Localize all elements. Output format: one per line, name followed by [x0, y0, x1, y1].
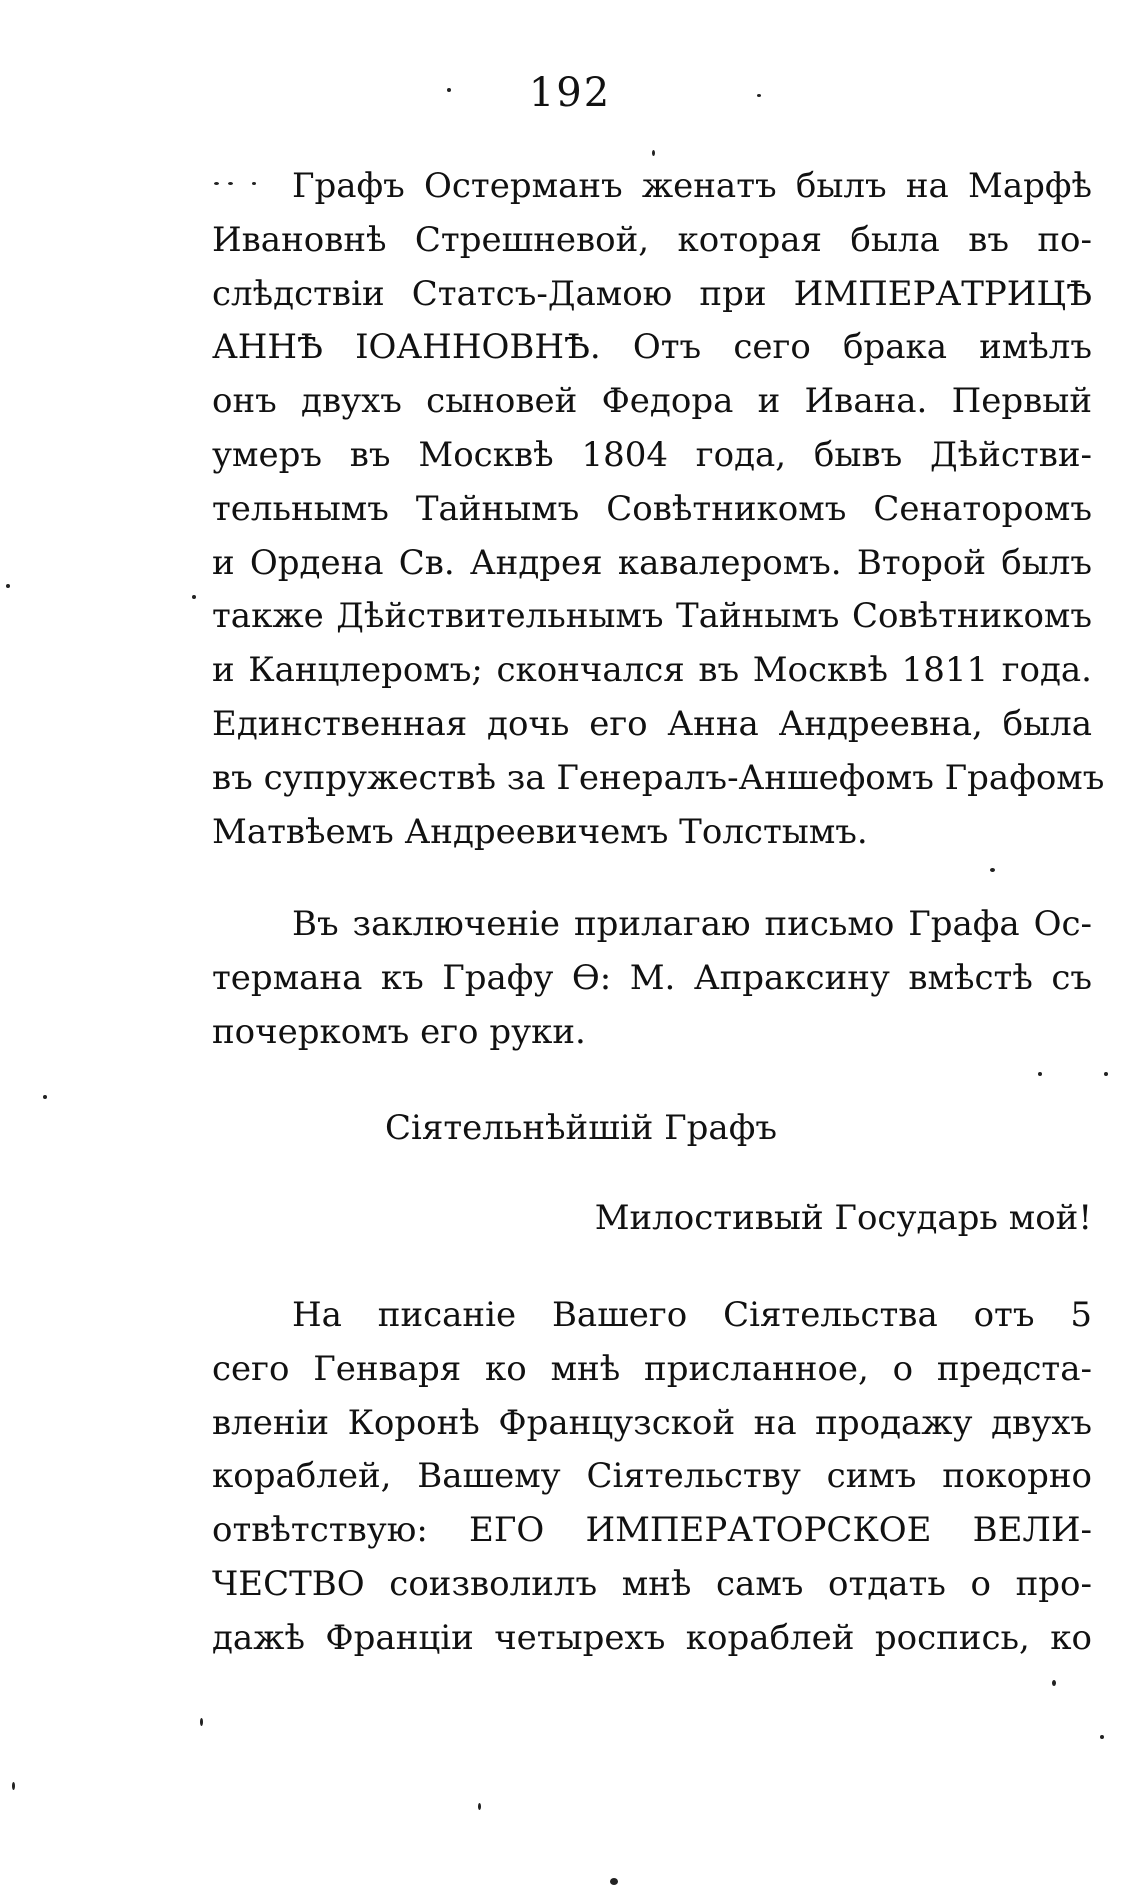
text-line: Единственная дочь его Анна Андреевна, была — [212, 703, 1092, 744]
speck — [1104, 1072, 1108, 1076]
speck — [990, 868, 995, 872]
paragraph-osterman-family — [212, 160, 1105, 859]
text-line: тельнымъ Тайнымъ Совѣтникомъ Сенаторомъ — [212, 488, 1092, 529]
text-line: На писаніе Вашего Сіятельства отъ 5 — [292, 1295, 1092, 1335]
text-line: онъ двухъ сыновей Федора и Ивана. Первый — [212, 381, 1092, 422]
text-line: термана къ Графу Ѳ: М. Апраксину вмѣстѣ съ — [212, 957, 1092, 998]
paragraph-letter-intro — [212, 898, 1092, 1059]
speck — [447, 88, 451, 92]
text-line: Матвѣемъ Андреевичемъ Толстымъ. — [212, 811, 868, 852]
text-line: почеркомъ его руки. — [212, 1011, 586, 1052]
text-line: АННѢ ІОАННОВНѢ. Отъ сего брака имѣлъ — [212, 327, 1092, 368]
speck — [200, 1718, 203, 1726]
text-line: Въ заключеніе прилагаю письмо Графа Ос- — [292, 904, 1092, 944]
speck — [214, 182, 219, 185]
speck — [1052, 1680, 1056, 1686]
speck — [1038, 1072, 1042, 1076]
text-line: вленіи Коронѣ Французской на продажу двухъ — [212, 1402, 1092, 1443]
speck — [228, 182, 233, 185]
page-number: 192 — [528, 70, 612, 116]
text-line: дажѣ Франціи четырехъ кораблей роспись, ко — [212, 1617, 1092, 1658]
text-line: въ супружествѣ за Генералъ-Аншефомъ Графомъ — [212, 757, 1105, 798]
text-line: ЧЕСТВО соизволилъ мнѣ самъ отдать о про- — [212, 1563, 1092, 1604]
text-line: Графъ Остерманъ женатъ былъ на Марфѣ — [292, 166, 1092, 206]
speck — [652, 150, 655, 156]
speck — [757, 94, 761, 97]
text-line: слѣдствіи Статсъ-Дамою при ИМПЕРАТРИЦѢ — [212, 273, 1092, 314]
text-line: умеръ въ Москвѣ 1804 года, бывъ Дѣйстви- — [212, 434, 1092, 475]
speck — [6, 584, 10, 588]
speck — [43, 1095, 47, 1099]
speck — [12, 1782, 15, 1790]
speck — [252, 182, 256, 185]
text-line: и Ордена Св. Андрея кавалеромъ. Второй былъ — [212, 542, 1092, 583]
text-line: отвѣтствую: ЕГО ИМПЕРАТОРСКОЕ ВЕЛИ- — [212, 1510, 1092, 1551]
speck — [478, 1803, 481, 1810]
text-line: кораблей, Вашему Сіятельству симъ покорно — [212, 1456, 1092, 1497]
letter-salutation: Сіятельнѣйшій Графъ — [385, 1108, 777, 1148]
text-line: сего Генваря ко мнѣ присланное, о предста- — [212, 1348, 1092, 1389]
text-line: также Дѣйствительнымъ Тайнымъ Совѣтникомъ — [212, 596, 1092, 637]
speck — [1100, 1735, 1104, 1739]
speck — [610, 1878, 618, 1885]
letter-address: Милостивый Государь мой! — [594, 1198, 1092, 1238]
paragraph-letter-body — [212, 1289, 1092, 1666]
speck — [192, 595, 196, 599]
text-line: и Канцлеромъ; скончался въ Москвѣ 1811 года. — [212, 650, 1092, 691]
text-line: Ивановнѣ Стрешневой, которая была въ по- — [212, 219, 1092, 260]
